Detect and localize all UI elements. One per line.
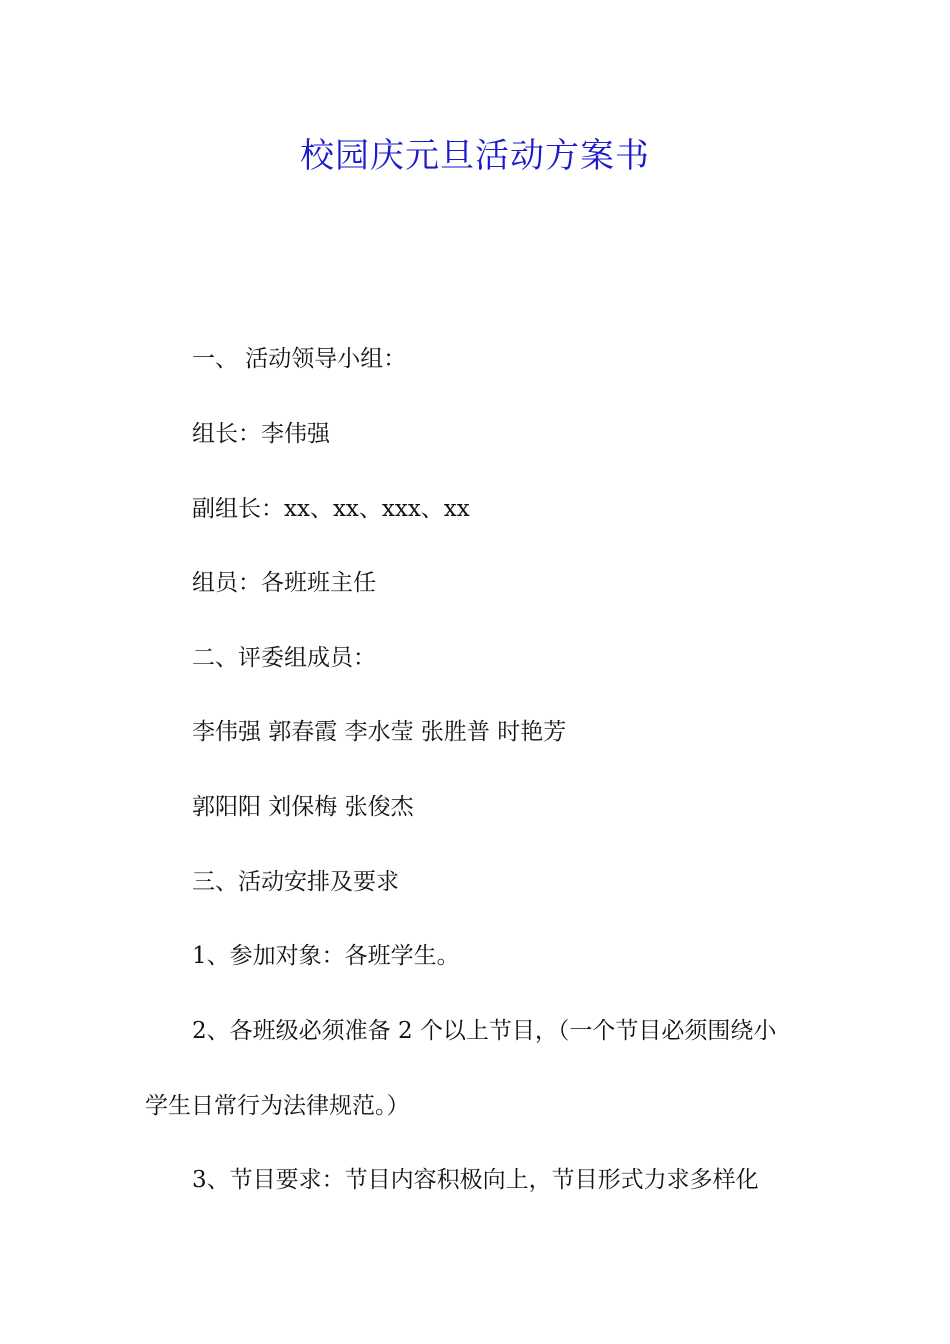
section-heading-arrangement: 三、活动安排及要求	[192, 869, 399, 895]
item-programs: 2、各班级必须准备 2 个以上节目，（一个节目必须围绕小	[192, 1018, 777, 1044]
judges-list-line-1: 李伟强 郭春霞 李水莹 张胜普 时艳芳	[192, 719, 567, 745]
group-leader-line: 组长：李伟强	[192, 421, 330, 447]
section-heading-judges: 二、评委组成员：	[192, 645, 376, 671]
item-programs-continued: 学生日常行为法律规范。）	[145, 1093, 410, 1119]
document-title: 校园庆元旦活动方案书	[300, 136, 650, 176]
judges-list-line-2: 郭阳阳 刘保梅 张俊杰	[192, 794, 414, 820]
group-members-line: 组员：各班班主任	[192, 570, 376, 596]
deputy-leader-line: 副组长：xx、xx、xxx、xx	[192, 496, 470, 522]
item-program-requirements: 3、节目要求：节目内容积极向上，节目形式力求多样化	[192, 1167, 759, 1193]
item-participants: 1、参加对象：各班学生。	[192, 943, 460, 969]
section-heading-leadership: 一、 活动领导小组：	[192, 346, 407, 372]
